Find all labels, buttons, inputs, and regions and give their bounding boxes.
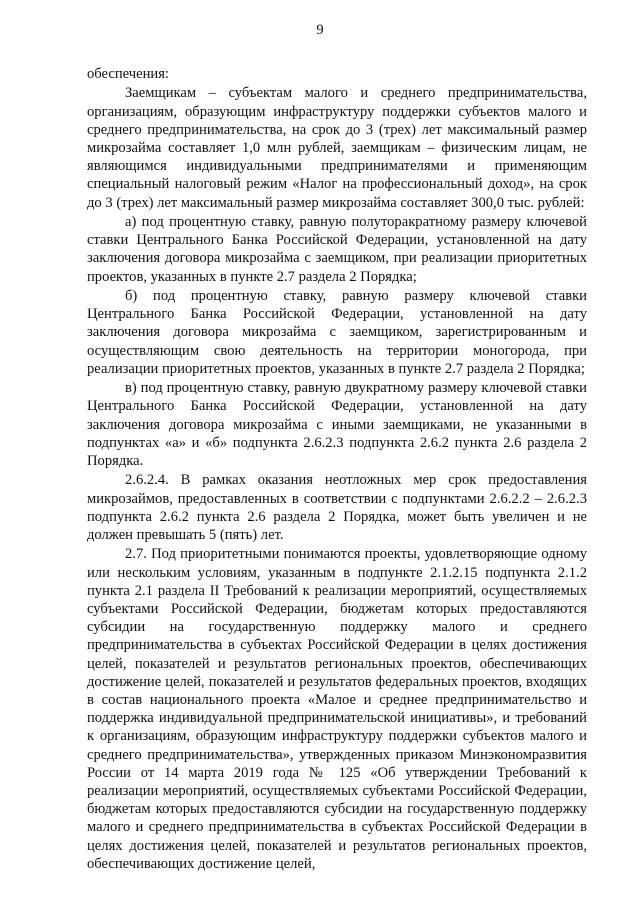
paragraph-item-a: а) под процентную ставку, равную полуторакратному размеру ключевой ставки Центрального Банка Российской Федерации, установленной на дату заключения договора микрозайма с заемщиком, при реализации приоритетных проектов, указанных в пункте 2.7 раздела 2 Порядка; [87,214,587,285]
page-number: 9 [316,22,324,38]
paragraph-item-b: б) под процентную ставку, равную размеру ключевой ставки Центрального Банка Российской Федерации, установленной на дату заключения договора микрозайма с заемщиком, зарегистрированным и осуществляющим свою деятельность на территории моногорода, при реализации приоритетных проектов, указанных в пункте 2.7 раздела 2 Порядка; [87,288,587,377]
paragraph-item-v: в) под процентную ставку, равную двукратному размеру ключевой ставки Центрального Банка Российской Федерации, установленной на дату заключения договора микрозайма с иными заемщиками, не указанными в подпунктах «а» и «б» подпункта 2.6.2.3 подпункта 2.6.2 пункта 2.6 раздела 2 Порядка. [87,380,587,470]
paragraph-2-6-2-4: 2.6.2.4. В рамках оказания неотложных мер срок предоставления микрозаймов, предоставленных в соответствии с подпунктами 2.6.2.2 – 2.6.2.3 подпункта 2.6.2 пункта 2.6 раздела 2 Порядка, может быть увеличен и не должен превышать 5 (пять) лет. [87,472,587,544]
paragraph-borrowers: Заемщикам – субъектам малого и среднего предпринимательства, организациям, образующим инфраструктуру поддержки субъектов малого и среднего предпринимательства, на срок до 3 (трех) лет максимальный размер микрозайма составляет 1,0 млн рублей, заемщикам – физическим лицам, не являющимся индивидуальными предпринимателями и применяющим специальный налоговый режим «Налог на профессиональный доход», на срок до 3 (трех) лет максимальный размер микрозайма составляет 300,0 тыс. рублей: [87,85,587,211]
paragraph-2-7: 2.7. Под приоритетными понимаются проекты, удовлетворяющие одному или нескольким условиям, указанным в подпункте 2.1.2.15 подпункта 2.1.2 пункта 2.1 раздела II Требований к реализации мероприятий, осуществляемых субъектами Российской Федерации, бюджетам которых предоставляются субсидии на государственную поддержку малого и среднего предпринимательства в субъектах Российской Федерации в целях достижения целей, показателей и результатов региональных проектов, обеспечивающих достижение целей, показателей и результатов федеральных проектов, входящих в состав национального проекта «Малое и среднее предпринимательство и поддержка индивидуальной предпринимательской инициативы», и требований к организациям, образующим инфраструктуру поддержки субъектов малого и среднего предпринимательства», утвержденных приказом Минэкономразвития России от 14 марта 2019 года № 125 «Об утверждении Требований к реализации мероприятий, осуществляемых субъектами Российской Федерации, бюджетам которых предоставляются субсидии на государственную поддержку малого и среднего предпринимательства в субъектах Российской Федерации в целях достижения целей, показателей и результатов региональных проектов, обеспечивающих достижение целей, [87,546,587,872]
document-body [87,65,587,873]
paragraph-continuation: обеспечения: [87,66,169,82]
